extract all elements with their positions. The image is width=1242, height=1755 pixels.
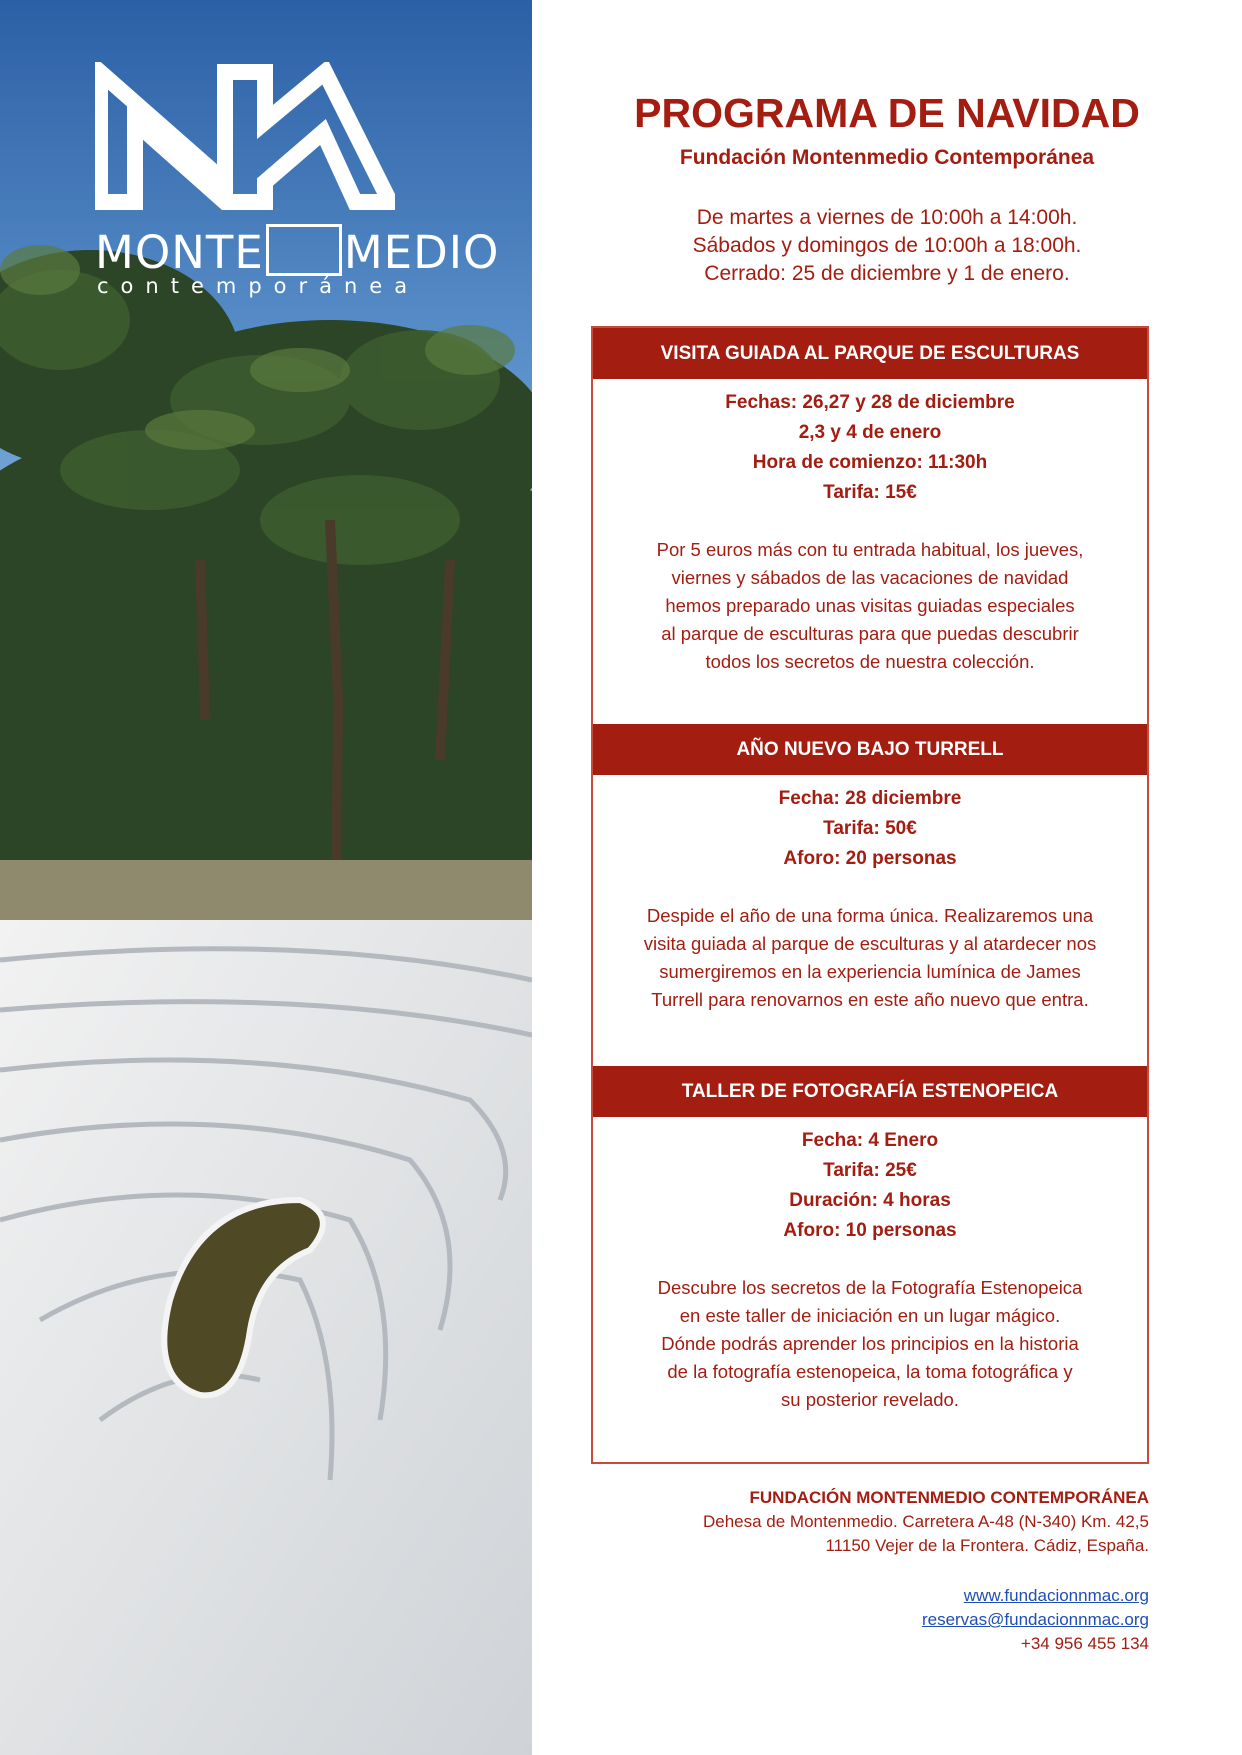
fact-line: Fechas: 26,27 y 28 de diciembre [725, 392, 1015, 413]
section-facts [593, 1126, 1147, 1246]
contact-footer [703, 1486, 1149, 1656]
fact-line: Duración: 4 horas [789, 1190, 951, 1211]
description-line: hemos preparado unas visitas guiadas especiales [665, 595, 1075, 616]
description-line: todos los secretos de nuestra colección. [705, 651, 1035, 672]
logo-nm-box [266, 224, 342, 276]
section-body-new-year [593, 784, 1147, 1014]
description-line: Despide el año de una forma única. Realizaremos una [646, 905, 1094, 926]
description-line: Por 5 euros más con tu entrada habitual, los jueves, [656, 539, 1084, 560]
phone-number: +34 956 455 134 [1020, 1634, 1149, 1653]
page-subtitle: Fundación Montenmedio Contemporánea [679, 146, 1095, 169]
section-header-guided-visit: VISITA GUIADA AL PARQUE DE ESCULTURAS [593, 328, 1147, 379]
section-header-new-year: AÑO NUEVO BAJO TURRELL [593, 724, 1147, 775]
section-description [593, 536, 1147, 676]
fact-line: Tarifa: 25€ [823, 1160, 917, 1181]
program-box [591, 326, 1149, 1464]
fact-line: Tarifa: 15€ [823, 482, 917, 503]
description-line: sumergiremos en la experiencia lumínica de James [659, 961, 1081, 982]
website-link[interactable]: www.fundacionnmac.org [963, 1586, 1149, 1605]
opening-hours [532, 204, 1242, 288]
fact-line: Aforo: 20 personas [783, 848, 957, 869]
hours-line: Sábados y domingos de 10:00h a 18:00h. [692, 234, 1082, 257]
logo-word-left: MONTE [95, 225, 264, 279]
section-description [593, 902, 1147, 1014]
hours-line: De martes a viernes de 10:00h a 14:00h. [696, 206, 1078, 229]
description-line: Turrell para renovarnos en este año nuevo que entra. [651, 989, 1089, 1010]
description-line: Dónde podrás aprender los principios en la historia [661, 1333, 1079, 1354]
email-link[interactable]: reservas@fundacionnmac.org [921, 1610, 1149, 1629]
footer-address-line: Dehesa de Montenmedio. Carretera A-48 (N-340) Km. 42,5 [702, 1512, 1149, 1531]
hours-line: Cerrado: 25 de diciembre y 1 de enero. [704, 262, 1070, 285]
footer-address-line: 11150 Vejer de la Frontera. Cádiz, España. [825, 1536, 1149, 1555]
description-line: al parque de esculturas para que puedas descubrir [661, 623, 1079, 644]
logo-word-right: MEDIO [343, 225, 500, 279]
cover-photo [0, 0, 532, 1755]
description-line: su posterior revelado. [781, 1389, 959, 1410]
description-line: en este taller de iniciación en un lugar mágico. [679, 1305, 1061, 1326]
fact-line: Tarifa: 50€ [823, 818, 917, 839]
fact-line: Aforo: 10 personas [783, 1220, 957, 1241]
footer-spacer [703, 1558, 1149, 1584]
nm-monogram-icon [95, 62, 395, 212]
section-description [593, 1274, 1147, 1414]
section-facts [593, 388, 1147, 508]
description-line: Descubre los secretos de la Fotografía Estenopeica [657, 1277, 1083, 1298]
section-header-photo-workshop: TALLER DE FOTOGRAFÍA ESTENOPEICA [593, 1066, 1147, 1117]
section-body-guided-visit [593, 388, 1147, 676]
section-facts [593, 784, 1147, 874]
fact-line: Hora de comienzo: 11:30h [752, 452, 988, 473]
description-line: viernes y sábados de las vacaciones de navidad [671, 567, 1069, 588]
footer-organization: FUNDACIÓN MONTENMEDIO CONTEMPORÁNEA [749, 1488, 1149, 1507]
content-column [532, 0, 1242, 1755]
description-line: de la fotografía estenopeica, la toma fotográfica y [667, 1361, 1073, 1382]
fact-line: Fecha: 28 diciembre [778, 788, 962, 809]
fact-line: Fecha: 4 Enero [801, 1130, 939, 1151]
page-title: PROGRAMA DE NAVIDAD [634, 90, 1140, 136]
fact-line: 2,3 y 4 de enero [798, 422, 942, 443]
description-line: visita guiada al parque de esculturas y al atardecer nos [643, 933, 1097, 954]
logo-wordmark [95, 222, 500, 279]
logo-tagline: contemporánea [97, 274, 420, 298]
section-body-photo-workshop [593, 1126, 1147, 1414]
